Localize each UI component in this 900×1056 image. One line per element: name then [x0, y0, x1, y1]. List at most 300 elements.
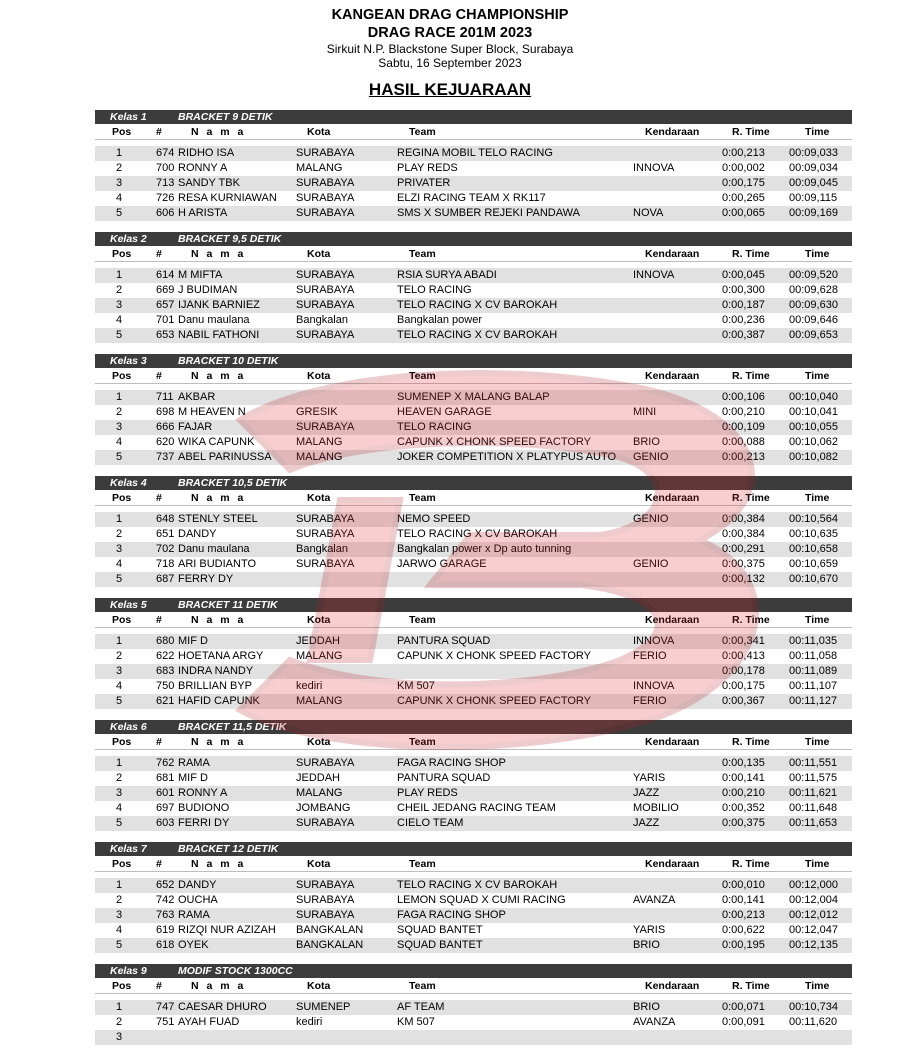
column-header-position: Pos [112, 614, 132, 626]
cell-team: CAPUNK X CHONK SPEED FACTORY [397, 695, 591, 707]
table-row [95, 816, 852, 831]
cell-time: 00:12,135 [789, 939, 838, 951]
cell-city: SURABAYA [296, 528, 355, 540]
cell-time: 00:12,004 [789, 894, 838, 906]
cell-reaction-time: 0:00,187 [722, 299, 765, 311]
cell-position: 1 [116, 391, 123, 403]
cell-name: SANDY TBK [178, 177, 240, 189]
cell-position: 2 [116, 162, 123, 174]
cell-position: 1 [116, 757, 123, 769]
cell-position: 4 [116, 802, 123, 814]
column-header-city: Kota [307, 736, 331, 748]
cell-number: 747 [156, 1001, 175, 1013]
cell-position: 5 [116, 207, 123, 219]
cell-time: 00:09,169 [789, 207, 838, 219]
cell-reaction-time: 0:00,213 [722, 147, 765, 159]
table-row [95, 938, 852, 953]
cell-city: BANGKALAN [296, 924, 364, 936]
cell-name: DANDY [178, 879, 217, 891]
cell-vehicle: BRIO [633, 1001, 660, 1013]
cell-reaction-time: 0:00,175 [722, 680, 765, 692]
cell-number: 683 [156, 665, 175, 677]
column-header-name: N a m a [191, 980, 246, 992]
column-header-name: N a m a [191, 858, 246, 870]
cell-time: 00:11,575 [789, 772, 838, 784]
cell-reaction-time: 0:00,367 [722, 695, 765, 707]
class-section [95, 354, 852, 465]
cell-position: 3 [116, 177, 123, 189]
cell-city: MALANG [296, 451, 343, 463]
cell-reaction-time: 0:00,010 [722, 879, 765, 891]
event-name: KANGEAN DRAG CHAMPIONSHIP [331, 7, 569, 23]
class-label: Kelas 2 [110, 233, 147, 245]
cell-position: 1 [116, 1001, 123, 1013]
column-header-row [95, 856, 852, 872]
table-row [95, 527, 852, 542]
column-header-city: Kota [307, 370, 331, 382]
cell-reaction-time: 0:00,387 [722, 329, 765, 341]
column-header-vehicle: Kendaraan [645, 248, 700, 260]
cell-number: 701 [156, 314, 175, 326]
cell-vehicle: NOVA [633, 207, 664, 219]
bracket-label: MODIF STOCK 1300CC [178, 965, 293, 977]
table-row [95, 1000, 852, 1015]
column-header-number: # [156, 980, 162, 992]
cell-city: SURABAYA [296, 329, 355, 341]
cell-team: TELO RACING [397, 421, 472, 433]
cell-team: PANTURA SQUAD [397, 772, 491, 784]
column-header-row [95, 612, 852, 628]
cell-reaction-time: 0:00,384 [722, 513, 765, 525]
bracket-label: BRACKET 9,5 DETIK [178, 233, 282, 245]
column-header-time: Time [805, 614, 830, 626]
cell-reaction-time: 0:00,132 [722, 573, 765, 585]
table-row [95, 572, 852, 587]
table-row [95, 1015, 852, 1030]
cell-city: GRESIK [296, 406, 338, 418]
column-header-number: # [156, 370, 162, 382]
table-row [95, 161, 852, 176]
cell-position: 2 [116, 406, 123, 418]
bracket-label: BRACKET 11 DETIK [178, 599, 278, 611]
cell-time: 00:10,635 [789, 528, 838, 540]
cell-city: MALANG [296, 787, 343, 799]
cell-vehicle: YARIS [633, 772, 666, 784]
table-row [95, 405, 852, 420]
class-header-bar [95, 354, 852, 368]
column-header-city: Kota [307, 858, 331, 870]
cell-city: SURABAYA [296, 558, 355, 570]
column-header-time: Time [805, 858, 830, 870]
table-row [95, 634, 852, 649]
cell-team: HEAVEN GARAGE [397, 406, 492, 418]
document-header [0, 0, 900, 100]
cell-vehicle: GENIO [633, 558, 669, 570]
cell-team: FAGA RACING SHOP [397, 909, 506, 921]
cell-city: JOMBANG [296, 802, 351, 814]
cell-vehicle: INNOVA [633, 162, 675, 174]
table-row [95, 771, 852, 786]
table-row [95, 923, 852, 938]
class-section [95, 964, 852, 1045]
column-header-position: Pos [112, 858, 132, 870]
cell-city: BANGKALAN [296, 939, 364, 951]
cell-vehicle: INNOVA [633, 635, 675, 647]
cell-number: 653 [156, 329, 175, 341]
cell-number: 622 [156, 650, 175, 662]
class-label: Kelas 7 [110, 843, 147, 855]
column-header-time: Time [805, 980, 830, 992]
cell-reaction-time: 0:00,375 [722, 558, 765, 570]
cell-number: 680 [156, 635, 175, 647]
cell-time: 00:12,000 [789, 879, 838, 891]
cell-team: REGINA MOBIL TELO RACING [397, 147, 553, 159]
cell-number: 697 [156, 802, 175, 814]
cell-city: SURABAYA [296, 177, 355, 189]
cell-reaction-time: 0:00,195 [722, 939, 765, 951]
cell-time: 00:09,520 [789, 269, 838, 281]
cell-name: RONNY A [178, 162, 228, 174]
column-header-position: Pos [112, 126, 132, 138]
cell-reaction-time: 0:00,622 [722, 924, 765, 936]
cell-position: 4 [116, 558, 123, 570]
cell-name: FAJAR [178, 421, 213, 433]
cell-team: TELO RACING X CV BAROKAH [397, 329, 558, 341]
table-row [95, 893, 852, 908]
column-header-vehicle: Kendaraan [645, 980, 700, 992]
cell-reaction-time: 0:00,109 [722, 421, 765, 433]
cell-time: 00:10,734 [789, 1001, 838, 1013]
table-row [95, 298, 852, 313]
cell-city: SURABAYA [296, 421, 355, 433]
cell-reaction-time: 0:00,291 [722, 543, 765, 555]
cell-position: 4 [116, 680, 123, 692]
cell-reaction-time: 0:00,210 [722, 787, 765, 799]
column-header-team: Team [409, 370, 436, 382]
cell-time: 00:11,089 [789, 665, 838, 677]
cell-team: AF TEAM [397, 1001, 445, 1013]
cell-vehicle: MOBILIO [633, 802, 679, 814]
class-header-bar [95, 842, 852, 856]
cell-reaction-time: 0:00,002 [722, 162, 765, 174]
class-header-bar [95, 476, 852, 490]
column-header-position: Pos [112, 492, 132, 504]
cell-city: SURABAYA [296, 192, 355, 204]
column-header-vehicle: Kendaraan [645, 370, 700, 382]
column-header-position: Pos [112, 370, 132, 382]
column-header-number: # [156, 736, 162, 748]
cell-time: 00:11,058 [789, 650, 838, 662]
results-tables [95, 110, 852, 1056]
cell-reaction-time: 0:00,071 [722, 1001, 765, 1013]
cell-team: JARWO GARAGE [397, 558, 487, 570]
cell-number: 762 [156, 757, 175, 769]
cell-name: MIF D [178, 635, 208, 647]
class-label: Kelas 3 [110, 355, 147, 367]
cell-name: BUDIONO [178, 802, 230, 814]
column-header-number: # [156, 126, 162, 138]
cell-reaction-time: 0:00,213 [722, 451, 765, 463]
cell-team: TELO RACING X CV BAROKAH [397, 879, 558, 891]
cell-vehicle: BRIO [633, 436, 660, 448]
cell-number: 652 [156, 879, 175, 891]
cell-team: CHEIL JEDANG RACING TEAM [397, 802, 556, 814]
cell-number: 687 [156, 573, 175, 585]
cell-name: RESA KURNIAWAN [178, 192, 277, 204]
table-row [95, 313, 852, 328]
cell-name: RAMA [178, 757, 210, 769]
column-header-row [95, 368, 852, 384]
cell-name: NABIL FATHONI [178, 329, 260, 341]
column-header-team: Team [409, 736, 436, 748]
column-header-reaction-time: R. Time [732, 858, 770, 870]
column-header-reaction-time: R. Time [732, 492, 770, 504]
cell-name: STENLY STEEL [178, 513, 258, 525]
event-venue: Sirkuit N.P. Blackstone Super Block, Surabaya [326, 42, 574, 56]
cell-position: 4 [116, 192, 123, 204]
cell-position: 5 [116, 695, 123, 707]
cell-reaction-time: 0:00,141 [722, 772, 765, 784]
class-header-bar [95, 110, 852, 124]
cell-team: ELZI RACING TEAM X RK117 [397, 192, 546, 204]
cell-team: KM 507 [397, 680, 435, 692]
bracket-label: BRACKET 12 DETIK [178, 843, 279, 855]
cell-vehicle: FERIO [633, 650, 667, 662]
cell-reaction-time: 0:00,213 [722, 909, 765, 921]
cell-time: 00:09,653 [789, 329, 838, 341]
cell-position: 4 [116, 436, 123, 448]
cell-position: 1 [116, 879, 123, 891]
cell-position: 3 [116, 543, 123, 555]
cell-city: SURABAYA [296, 207, 355, 219]
cell-time: 00:11,653 [789, 817, 838, 829]
cell-position: 2 [116, 650, 123, 662]
cell-time: 00:09,630 [789, 299, 838, 311]
cell-team: NEMO SPEED [397, 513, 471, 525]
column-header-city: Kota [307, 248, 331, 260]
table-row [95, 649, 852, 664]
column-header-reaction-time: R. Time [732, 736, 770, 748]
cell-city: SURABAYA [296, 909, 355, 921]
cell-city: SURABAYA [296, 299, 355, 311]
column-header-row [95, 490, 852, 506]
cell-reaction-time: 0:00,045 [722, 269, 765, 281]
column-header-position: Pos [112, 980, 132, 992]
class-label: Kelas 5 [110, 599, 147, 611]
cell-team: PLAY REDS [397, 162, 458, 174]
page-title: HASIL KEJUARAAN [368, 80, 532, 99]
cell-time: 00:10,062 [789, 436, 838, 448]
cell-reaction-time: 0:00,065 [722, 207, 765, 219]
cell-city: Bangkalan [296, 543, 348, 555]
column-header-city: Kota [307, 492, 331, 504]
table-row [95, 420, 852, 435]
cell-vehicle: GENIO [633, 451, 669, 463]
cell-name: BRILLIAN BYP [178, 680, 252, 692]
cell-time: 00:10,658 [789, 543, 838, 555]
table-row [95, 786, 852, 801]
cell-number: 603 [156, 817, 175, 829]
column-header-name: N a m a [191, 126, 246, 138]
cell-name: FERRY DY [178, 573, 234, 585]
class-label: Kelas 6 [110, 721, 147, 733]
column-header-vehicle: Kendaraan [645, 858, 700, 870]
cell-team: SUMENEP X MALANG BALAP [397, 391, 550, 403]
cell-time: 00:10,670 [789, 573, 838, 585]
cell-team: TELO RACING X CV BAROKAH [397, 528, 558, 540]
cell-reaction-time: 0:00,141 [722, 894, 765, 906]
column-header-time: Time [805, 370, 830, 382]
column-header-reaction-time: R. Time [732, 126, 770, 138]
table-row [95, 146, 852, 161]
cell-number: 674 [156, 147, 175, 159]
table-row [95, 1030, 852, 1045]
event-date: Sabtu, 16 September 2023 [378, 56, 522, 70]
table-row [95, 191, 852, 206]
cell-time: 00:10,055 [789, 421, 838, 433]
cell-number: 651 [156, 528, 175, 540]
cell-time: 00:10,082 [789, 451, 838, 463]
cell-city: SUMENEP [296, 1001, 351, 1013]
cell-reaction-time: 0:00,352 [722, 802, 765, 814]
cell-name: DANDY [178, 528, 217, 540]
cell-name: OUCHA [178, 894, 218, 906]
cell-name: HOETANA ARGY [178, 650, 264, 662]
cell-name: FERRI DY [178, 817, 230, 829]
class-section [95, 110, 852, 221]
cell-team: PANTURA SQUAD [397, 635, 491, 647]
cell-team: CAPUNK X CHONK SPEED FACTORY [397, 436, 591, 448]
cell-number: 751 [156, 1016, 175, 1028]
cell-name: INDRA NANDY [178, 665, 254, 677]
cell-number: 681 [156, 772, 175, 784]
column-header-reaction-time: R. Time [732, 248, 770, 260]
cell-reaction-time: 0:00,178 [722, 665, 765, 677]
column-header-reaction-time: R. Time [732, 370, 770, 382]
cell-position: 3 [116, 299, 123, 311]
cell-name: M MIFTA [178, 269, 223, 281]
column-header-number: # [156, 492, 162, 504]
cell-time: 00:10,659 [789, 558, 838, 570]
column-header-city: Kota [307, 614, 331, 626]
cell-city: MALANG [296, 695, 343, 707]
cell-team: JOKER COMPETITION X PLATYPUS AUTO [397, 451, 617, 463]
cell-reaction-time: 0:00,384 [722, 528, 765, 540]
table-row [95, 542, 852, 557]
cell-vehicle: GENIO [633, 513, 669, 525]
column-header-row [95, 246, 852, 262]
cell-vehicle: BRIO [633, 939, 660, 951]
event-subtitle: DRAG RACE 201M 2023 [367, 25, 533, 41]
column-header-vehicle: Kendaraan [645, 736, 700, 748]
cell-city: kediri [296, 1016, 323, 1028]
class-header-bar [95, 720, 852, 734]
cell-name: MIF D [178, 772, 208, 784]
cell-time: 00:12,012 [789, 909, 838, 921]
class-section [95, 842, 852, 953]
cell-team: RSIA SURYA ABADI [397, 269, 497, 281]
cell-team: LEMON SQUAD X CUMI RACING [397, 894, 566, 906]
column-header-name: N a m a [191, 736, 246, 748]
cell-reaction-time: 0:00,106 [722, 391, 765, 403]
column-header-team: Team [409, 614, 436, 626]
cell-position: 4 [116, 924, 123, 936]
cell-reaction-time: 0:00,265 [722, 192, 765, 204]
cell-vehicle: INNOVA [633, 269, 675, 281]
cell-number: 711 [156, 391, 174, 403]
cell-city: MALANG [296, 650, 343, 662]
cell-time: 00:11,551 [789, 757, 838, 769]
table-row [95, 390, 852, 405]
cell-city: SURABAYA [296, 879, 355, 891]
cell-team: TELO RACING [397, 284, 472, 296]
cell-team: CAPUNK X CHONK SPEED FACTORY [397, 650, 591, 662]
cell-number: 648 [156, 513, 175, 525]
cell-vehicle: JAZZ [633, 817, 660, 829]
cell-city: SURABAYA [296, 513, 355, 525]
table-row [95, 176, 852, 191]
cell-number: 620 [156, 436, 175, 448]
cell-vehicle: AVANZA [633, 894, 676, 906]
cell-reaction-time: 0:00,091 [722, 1016, 765, 1028]
class-section [95, 232, 852, 343]
cell-number: 698 [156, 406, 175, 418]
cell-name: ABEL PARINUSSA [178, 451, 272, 463]
cell-number: 763 [156, 909, 175, 921]
cell-city: SURABAYA [296, 757, 355, 769]
cell-reaction-time: 0:00,135 [722, 757, 765, 769]
cell-city: kediri [296, 680, 323, 692]
cell-team: SQUAD BANTET [397, 924, 483, 936]
cell-vehicle: FERIO [633, 695, 667, 707]
cell-reaction-time: 0:00,210 [722, 406, 765, 418]
class-label: Kelas 4 [110, 477, 147, 489]
cell-reaction-time: 0:00,088 [722, 436, 765, 448]
cell-name: AKBAR [178, 391, 216, 403]
cell-position: 2 [116, 772, 123, 784]
cell-team: FAGA RACING SHOP [397, 757, 506, 769]
cell-position: 1 [116, 635, 123, 647]
table-row [95, 878, 852, 893]
table-row [95, 268, 852, 283]
cell-time: 00:11,620 [789, 1016, 838, 1028]
cell-name: RONNY A [178, 787, 228, 799]
cell-position: 2 [116, 1016, 123, 1028]
cell-team: CIELO TEAM [397, 817, 464, 829]
cell-name: H ARISTA [178, 207, 228, 219]
cell-position: 2 [116, 894, 123, 906]
column-header-position: Pos [112, 248, 132, 260]
column-header-time: Time [805, 126, 830, 138]
bracket-label: BRACKET 11,5 DETIK [178, 721, 287, 733]
cell-reaction-time: 0:00,341 [722, 635, 765, 647]
table-row [95, 450, 852, 465]
cell-time: 00:10,041 [789, 406, 838, 418]
cell-reaction-time: 0:00,236 [722, 314, 765, 326]
cell-position: 5 [116, 817, 123, 829]
column-header-reaction-time: R. Time [732, 980, 770, 992]
cell-number: 621 [156, 695, 175, 707]
column-header-time: Time [805, 736, 830, 748]
cell-time: 00:11,648 [789, 802, 838, 814]
column-header-name: N a m a [191, 492, 246, 504]
column-header-number: # [156, 614, 162, 626]
column-header-vehicle: Kendaraan [645, 492, 700, 504]
cell-time: 00:09,115 [789, 192, 838, 204]
cell-position: 1 [116, 147, 123, 159]
cell-vehicle: INNOVA [633, 680, 675, 692]
cell-number: 718 [156, 558, 175, 570]
